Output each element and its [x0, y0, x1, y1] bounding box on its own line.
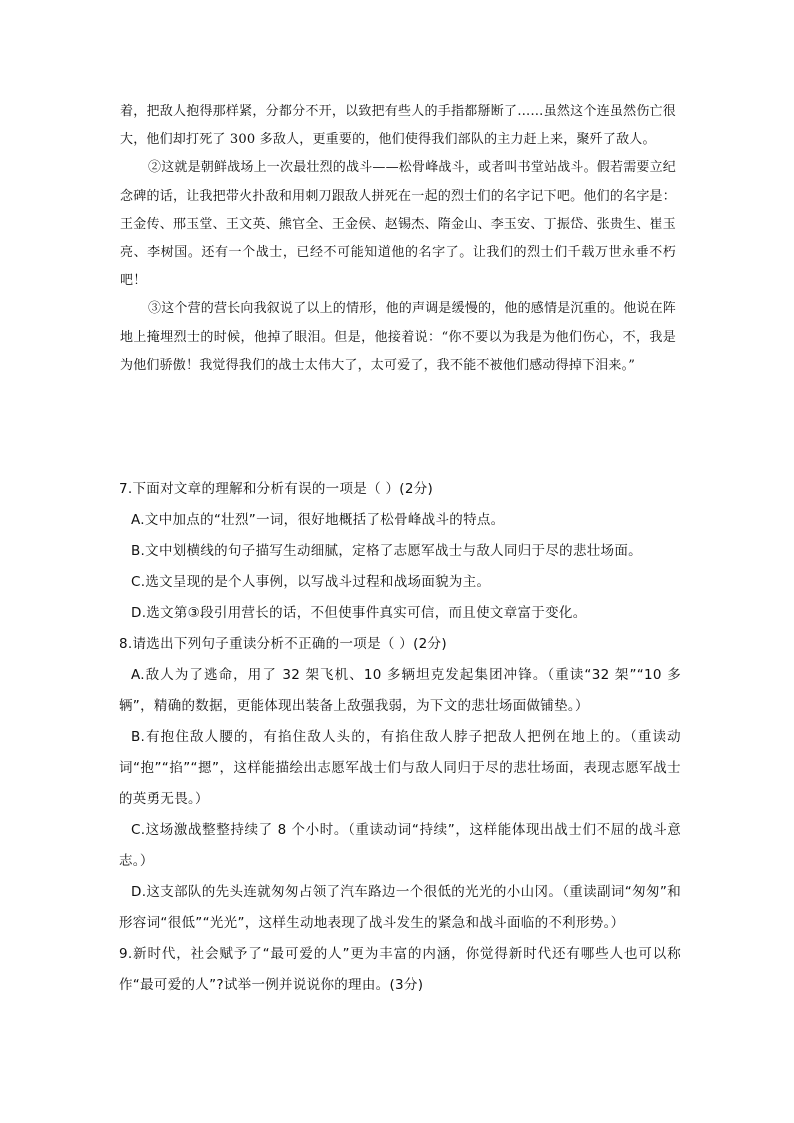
question-8-option-a: A.敌人为了逃命，用了 32 架飞机、10 多辆坦克发起集团冲锋。（重读“32 架”“10 多辆”，精确的数据，更能体现出装备上敌强我弱，为下文的悲壮场面做铺垫。） — [119, 667, 681, 714]
question-7-stem: 7.下面对文章的理解和分析有误的一项是（ ）(2分) — [119, 481, 434, 497]
question-8-option-c: C.这场激战整整持续了 8 个小时。（重读动词“持续”，这样能体现出战士们不屈的战斗意志。） — [119, 822, 681, 869]
reading-passage — [120, 98, 676, 380]
question-8-stem: 8.请选出下列句子重读分析不正确的一项是（ ）(2分) — [119, 636, 447, 652]
question-7-option-b: B.文中划横线的句子描写生动细腻，定格了志愿军战士与敌人同归于尽的悲壮场面。 — [131, 543, 642, 559]
question-8-option-d: D.这支部队的先头连就匆匆占领了汽车路边一个很低的光光的小山冈。（重读副词“匆匆”和形容词“很低”“光光”，这样生动地表现了战斗发生的紧急和战斗面临的不利形势。） — [119, 884, 681, 931]
question-7-option-c: C.选文呈现的是个人事例，以写战斗过程和战场面貌为主。 — [131, 574, 491, 590]
passage-paragraph-2: ②这就是朝鲜战场上一次最壮烈的战斗——松骨峰战斗，或者叫书堂站战斗。假若需要立纪念碑的话，让我把带火扑敌和用刺刀跟敌人拼死在一起的烈士们的名字记下吧。他们的名字是：王金传、邢玉堂、王文英、熊官全、王金侯、赵锡杰、隋金山、李玉安、丁振岱、张贵生、崔玉亮、李树国。还有一个战士，已经不可能知道他的名字了。让我们的烈士们千载万世永垂不朽吧！ — [120, 160, 677, 289]
question-section — [119, 474, 681, 1001]
question-8-option-b: B.有抱住敌人腰的，有掐住敌人头的，有掐住敌人脖子把敌人把例在地上的。（重读动词“抱”“掐”“摁”，这样能描绘出志愿军战士们与敌人同归于尽的悲壮场面，表现志愿军战士的英勇无畏。） — [119, 729, 681, 807]
passage-paragraph-1: 着，把敌人抱得那样紧，分都分不开，以致把有些人的手指都掰断了……虽然这个连虽然伤亡很大，他们却打死了 300 多敌人，更重要的，他们使得我们部队的主力赶上来，聚歼了敌人。 — [120, 104, 676, 148]
question-9-stem: 9.新时代，社会赋予了“最可爱的人”更为丰富的内涵，你觉得新时代还有哪些人也可以称作“最可爱的人”?试举一例并说说你的理由。(3分) — [119, 946, 681, 993]
question-7-option-a: A.文中加点的“壮烈”一词，很好地概括了松骨峰战斗的特点。 — [131, 512, 505, 528]
question-7-option-d: D.选文第③段引用营长的话，不但使事件真实可信，而且使文章富于变化。 — [131, 605, 587, 621]
passage-paragraph-3: ③这个营的营长向我叙说了以上的情形，他的声调是缓慢的，他的感情是沉重的。他说在阵地上掩埋烈士的时候，他掉了眼泪。但是，他接着说：“你不要以为我是为他们伤心，不，我是为他们骄傲！我觉得我们的战士太伟大了，太可爱了，我不能不被他们感动得掉下泪来。” — [120, 301, 677, 373]
